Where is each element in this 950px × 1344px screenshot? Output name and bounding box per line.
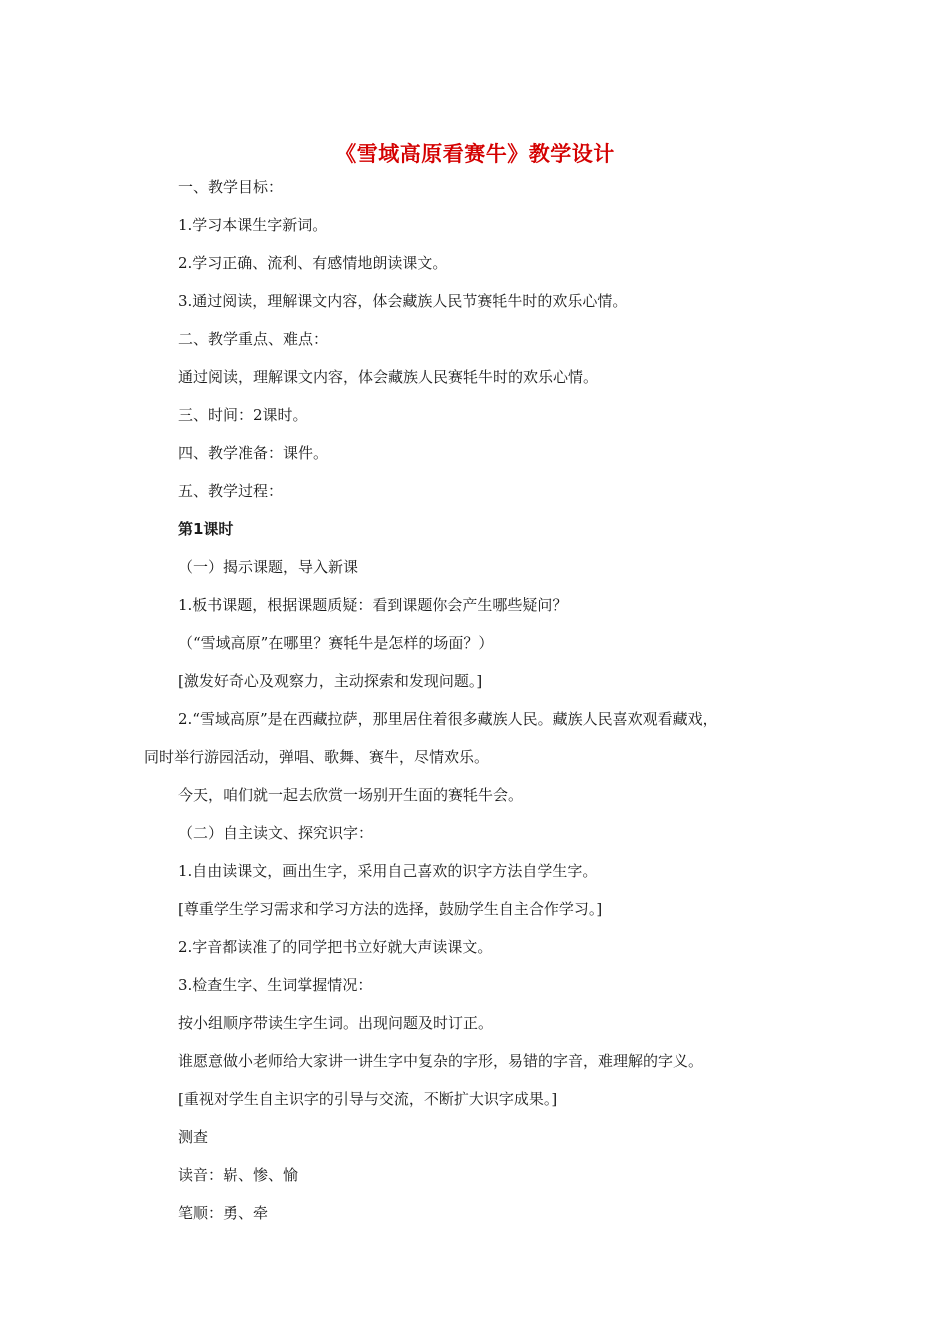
paragraph: 2.字音都读准了的同学把书立好就大声读课文。 [178,938,493,956]
paragraph: 今天，咱们就一起去欣赏一场别开生面的赛牦牛会。 [178,786,524,804]
paragraph: 读音：崭、惨、愉 [178,1166,299,1184]
heading-process: 五、教学过程： [178,482,284,500]
objective-item: 1.学习本课生字新词。 [178,216,328,234]
paragraph-note: [重视对学生自主识字的引导与交流，不断扩大识字成果。] [178,1090,558,1108]
heading-time: 三、时间：2课时。 [178,406,308,424]
paragraph: 谁愿意做小老师给大家讲一讲生字中复杂的字形，易错的字音，难理解的字义。 [178,1052,704,1070]
paragraph-note: [激发好奇心及观察力，主动探索和发现问题。] [178,672,483,690]
paragraph-note: [尊重学生学习需求和学习方法的选择，鼓励学生自主合作学习。] [178,900,603,918]
paragraph: 1.板书课题，根据课题质疑：看到课题你会产生哪些疑问？ [178,596,568,614]
paragraph: 测查 [178,1128,209,1146]
heading-objectives: 一、教学目标： [178,178,284,196]
paragraph: （“雪域高原”在哪里？赛牦牛是怎样的场面？） [178,634,494,652]
paragraph-line: 2.“雪域高原”是在西藏拉萨，那里居住着很多藏族人民。藏族人民喜欢观看藏戏， [178,710,718,728]
heading-preparation: 四、教学准备：课件。 [178,444,329,462]
paragraph: 笔顺：勇、牵 [178,1204,269,1222]
paragraph-continuation: 同时举行游园活动，弹唱、歌舞、赛牛，尽情欢乐。 [144,748,490,766]
document-body [144,178,814,1242]
document-title: 《雪域高原看赛牛》教学设计 [335,142,615,166]
section-heading: （一）揭示课题，导入新课 [178,558,359,576]
heading-key-points: 二、教学重点、难点： [178,330,329,348]
paragraph: 3.检查生字、生词掌握情况： [178,976,373,994]
paragraph: 1.自由读课文，画出生字，采用自己喜欢的识字方法自学生字。 [178,862,598,880]
lesson-heading: 第1课时 [178,520,234,538]
objective-item: 3.通过阅读，理解课文内容，体会藏族人民节赛牦牛时的欢乐心情。 [178,292,628,310]
objective-item: 2.学习正确、流利、有感情地朗读课文。 [178,254,448,272]
paragraph [144,710,814,729]
key-points-text: 通过阅读，理解课文内容，体会藏族人民赛牦牛时的欢乐心情。 [178,368,599,386]
paragraph: 按小组顺序带读生字生词。出现问题及时订正。 [178,1014,494,1032]
section-heading: （二）自主读文、探究识字： [178,824,374,842]
